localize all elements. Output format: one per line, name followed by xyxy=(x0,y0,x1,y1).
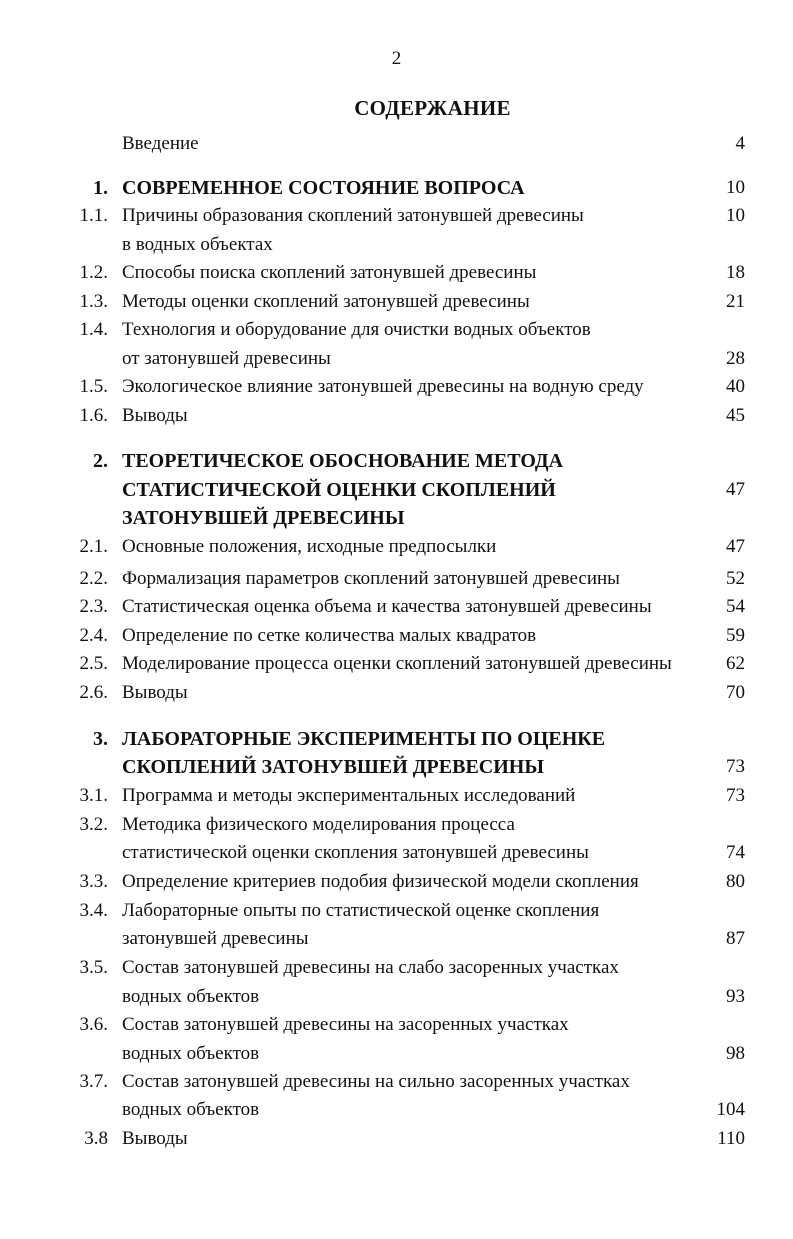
toc-number: 2.1. xyxy=(79,536,108,557)
toc-number: 3.6. xyxy=(79,1014,108,1035)
toc-page-number: 4 xyxy=(735,133,745,154)
toc-number: 2.4. xyxy=(79,625,108,646)
toc-number: 3.7. xyxy=(79,1071,108,1092)
toc-page-number: 62 xyxy=(726,653,745,674)
toc-entry-text: Выводы xyxy=(122,1128,188,1149)
toc-entry-text: СКОПЛЕНИЙ ЗАТОНУВШЕЙ ДРЕВЕСИНЫ xyxy=(122,756,544,778)
toc-number: 3.1. xyxy=(79,785,108,806)
toc-number: 3.2. xyxy=(79,814,108,835)
toc-number: 2.3. xyxy=(79,596,108,617)
toc-page-number: 73 xyxy=(726,756,745,777)
toc-entry-text: Основные положения, исходные предпосылки xyxy=(122,536,497,557)
toc-number: 3.3. xyxy=(79,871,108,892)
toc-number: 1.2. xyxy=(79,262,108,283)
toc-number: 2. xyxy=(93,450,108,472)
toc-entry-text: Технология и оборудование для очистки водных объектов xyxy=(122,319,591,340)
toc-entry-text: Причины образования скоплений затонувшей древесины xyxy=(122,205,584,226)
toc-page-number: 93 xyxy=(726,986,745,1007)
toc-entry-text: Формализация параметров скоплений затонувшей древесины xyxy=(122,568,620,589)
toc-number: 2.2. xyxy=(79,568,108,589)
toc-number: 3.8 xyxy=(84,1128,108,1149)
toc-number: 1.3. xyxy=(79,291,108,312)
toc-entry-text: СТАТИСТИЧЕСКОЙ ОЦЕНКИ СКОПЛЕНИЙ xyxy=(122,479,556,501)
toc-entry-text: водных объектов xyxy=(122,986,260,1007)
toc-page-number: 47 xyxy=(726,536,745,557)
toc-page-number: 54 xyxy=(726,596,745,617)
toc-page-number: 87 xyxy=(726,928,745,949)
toc-number: 1.5. xyxy=(79,376,108,397)
toc-page-number: 52 xyxy=(726,568,745,589)
toc-entry-text: в водных объектах xyxy=(122,234,273,255)
toc-entry-text: ЛАБОРАТОРНЫЕ ЭКСПЕРИМЕНТЫ ПО ОЦЕНКЕ xyxy=(122,728,606,750)
toc-page-number: 59 xyxy=(726,625,745,646)
toc-page-number: 74 xyxy=(726,842,745,863)
page-number: 2 xyxy=(391,48,402,69)
toc-entry-text: Методы оценки скоплений затонувшей древесины xyxy=(122,291,530,312)
toc-entry-text: Состав затонувшей древесины на засоренных участках xyxy=(122,1014,569,1035)
toc-entry-text: статистической оценки скопления затонувшей древесины xyxy=(122,842,589,863)
toc-entry-text: Статистическая оценка объема и качества затонувшей древесины xyxy=(122,596,652,617)
toc-page-number: 70 xyxy=(726,682,745,703)
toc-number: 2.5. xyxy=(79,653,108,674)
toc-entry-text: ТЕОРЕТИЧЕСКОЕ ОБОСНОВАНИЕ МЕТОДА xyxy=(122,450,564,472)
toc-entry-text: Моделирование процесса оценки скоплений затонувшей древесины xyxy=(122,653,672,674)
toc-page-number: 18 xyxy=(726,262,745,283)
toc-page-number: 10 xyxy=(726,205,745,226)
toc-page-number: 47 xyxy=(726,479,745,500)
toc-page-number: 73 xyxy=(726,785,745,806)
toc-entry-text: от затонувшей древесины xyxy=(122,348,331,369)
toc-entry-text: Определение по сетке количества малых квадратов xyxy=(122,625,537,646)
toc-number: 3.4. xyxy=(79,900,108,921)
toc-number: 2.6. xyxy=(79,682,108,703)
toc-entry-text: Введение xyxy=(122,133,199,154)
toc-page-number: 28 xyxy=(726,348,745,369)
toc-entry-text: водных объектов xyxy=(122,1099,260,1120)
toc-entry-text: затонувшей древесины xyxy=(122,928,309,949)
toc-entry-text: Лабораторные опыты по статистической оценке скопления xyxy=(122,900,600,921)
toc-page-number: 45 xyxy=(726,405,745,426)
toc-page-number: 40 xyxy=(726,376,745,397)
toc-entry-text: Состав затонувшей древесины на сильно засоренных участках xyxy=(122,1071,630,1092)
toc-page-number: 10 xyxy=(726,177,745,198)
toc-page-number: 21 xyxy=(726,291,745,312)
toc-number: 1.4. xyxy=(79,319,108,340)
toc-entry-text: Экологическое влияние затонувшей древесины на водную среду xyxy=(122,376,644,397)
toc-entry-text: СОВРЕМЕННОЕ СОСТОЯНИЕ ВОПРОСА xyxy=(122,177,525,199)
toc-entry-text: ЗАТОНУВШЕЙ ДРЕВЕСИНЫ xyxy=(122,507,405,529)
toc-number: 3. xyxy=(93,728,108,750)
toc-number: 3.5. xyxy=(79,957,108,978)
toc-page-number: 104 xyxy=(716,1099,745,1120)
toc-entry-text: Состав затонувшей древесины на слабо засоренных участках xyxy=(122,957,619,978)
toc-entry-text: Методика физического моделирования процесса xyxy=(122,814,515,835)
toc-entry-text: Выводы xyxy=(122,682,188,703)
toc-entry-text: Выводы xyxy=(122,405,188,426)
toc-number: 1. xyxy=(93,177,108,199)
toc-entry-text: водных объектов xyxy=(122,1043,260,1064)
toc-number: 1.6. xyxy=(79,405,108,426)
toc-entry-text: Способы поиска скоплений затонувшей древесины xyxy=(122,262,537,283)
toc-entry-text: Определение критериев подобия физической модели скопления xyxy=(122,871,639,892)
toc-page-number: 80 xyxy=(726,871,745,892)
toc-page-number: 98 xyxy=(726,1043,745,1064)
toc-number: 1.1. xyxy=(79,205,108,226)
toc-entry-text: Программа и методы экспериментальных исследований xyxy=(122,785,576,806)
toc-page-number: 110 xyxy=(717,1128,745,1149)
toc-title: СОДЕРЖАНИЕ xyxy=(354,96,511,120)
